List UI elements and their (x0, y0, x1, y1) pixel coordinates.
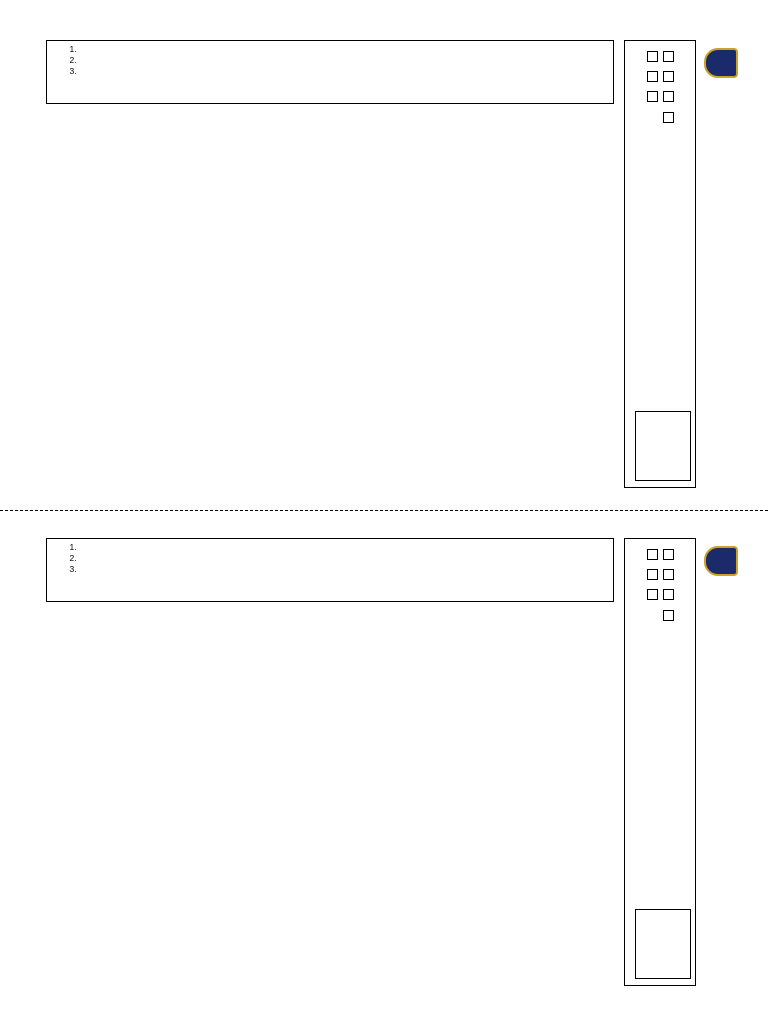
third-sem-checkbox[interactable] (647, 91, 658, 102)
direction-2 (79, 55, 607, 66)
score-box[interactable] (635, 411, 691, 481)
laboratory-checkbox[interactable] (663, 610, 674, 621)
semester-row (645, 545, 659, 601)
general-directions (46, 538, 614, 602)
direction-1 (79, 44, 607, 55)
score-box[interactable] (635, 909, 691, 979)
midterm-checkbox[interactable] (663, 51, 674, 62)
zipgrade-form (56, 130, 604, 470)
lecture-checkbox[interactable] (663, 589, 674, 600)
first-sem-checkbox[interactable] (647, 549, 658, 560)
direction-1 (79, 542, 607, 553)
zipgrade-form (56, 628, 604, 968)
semester-row (645, 47, 659, 103)
header-fields (624, 538, 696, 986)
second-sem-checkbox[interactable] (647, 569, 658, 580)
sheet-header (624, 40, 744, 488)
second-sem-checkbox[interactable] (647, 71, 658, 82)
nu-logo-icon (704, 48, 738, 78)
sheet-header (624, 538, 744, 986)
direction-3 (79, 564, 607, 575)
laboratory-checkbox[interactable] (663, 112, 674, 123)
direction-2 (79, 553, 607, 564)
lecture-checkbox[interactable] (663, 91, 674, 102)
general-directions (46, 40, 614, 104)
grading-period-row (661, 545, 675, 622)
header-fields (624, 40, 696, 488)
midterm-checkbox[interactable] (663, 549, 674, 560)
finals-checkbox[interactable] (663, 569, 674, 580)
third-sem-checkbox[interactable] (647, 589, 658, 600)
finals-checkbox[interactable] (663, 71, 674, 82)
first-sem-checkbox[interactable] (647, 51, 658, 62)
nu-logo-icon (704, 546, 738, 576)
grading-period-row (661, 47, 675, 124)
answer-sheet-top (0, 22, 768, 522)
direction-3 (79, 66, 607, 77)
answer-sheet-bottom (0, 520, 768, 1020)
